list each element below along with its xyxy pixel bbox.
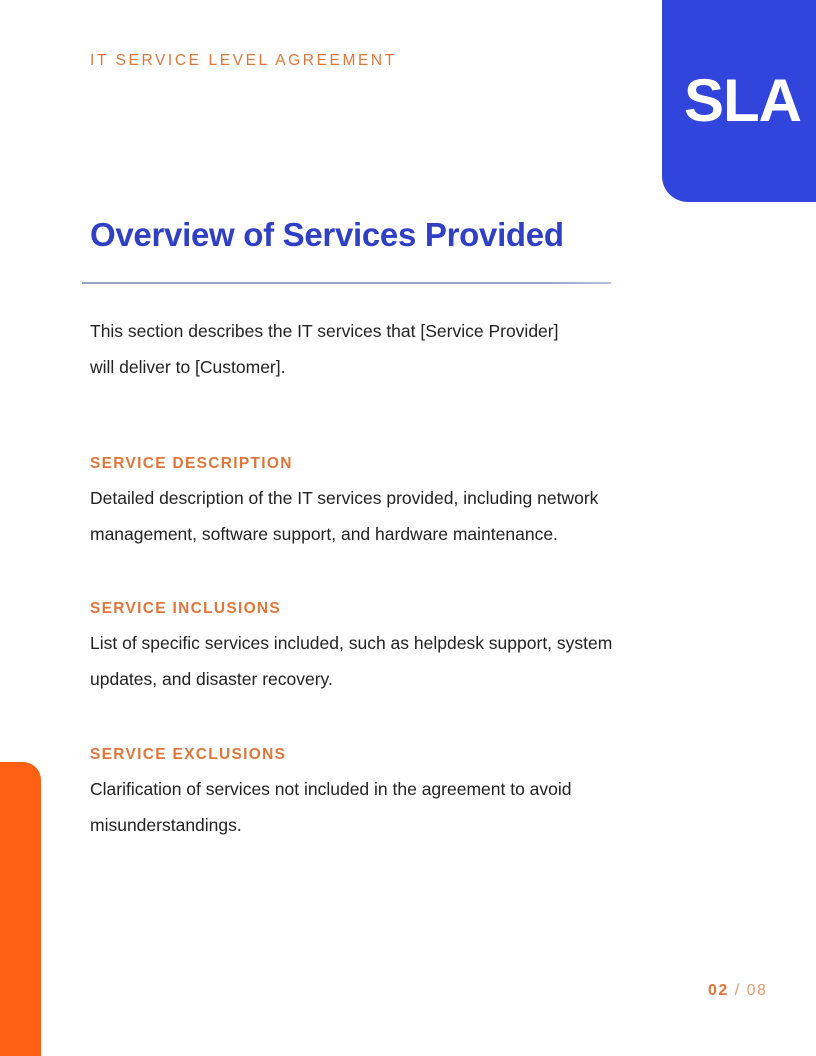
section-body: Clarification of services not included in the agreement to avoid misunderstandings.: [90, 779, 572, 835]
intro-line-2: will deliver to [Customer].: [90, 357, 286, 377]
section-heading: SERVICE INCLUSIONS: [90, 600, 282, 617]
section-heading: SERVICE EXCLUSIONS: [90, 746, 287, 763]
decorative-orange-bar: [0, 762, 41, 1056]
section-service-exclusions: [90, 745, 630, 843]
intro-paragraph: [90, 313, 590, 385]
page-number: [708, 982, 767, 1000]
page-separator: /: [734, 982, 741, 999]
page-title: Overview of Services Provided: [90, 216, 564, 253]
document-type-label: IT SERVICE LEVEL AGREEMENT: [90, 52, 397, 69]
section-body: Detailed description of the IT services provided, including network management, software support, and hardware maintenance.: [90, 488, 599, 544]
title-divider: [82, 282, 611, 284]
sla-badge-text: SLA: [684, 67, 801, 134]
section-heading: SERVICE DESCRIPTION: [90, 455, 293, 472]
section-body: List of specific services included, such as helpdesk support, system updates, and disaster recovery.: [90, 633, 613, 689]
current-page: 02: [708, 982, 729, 999]
section-service-inclusions: [90, 599, 630, 697]
section-service-description: [90, 454, 630, 552]
total-pages: 08: [746, 982, 768, 999]
intro-line-1: This section describes the IT services that [Service Provider]: [90, 321, 559, 341]
